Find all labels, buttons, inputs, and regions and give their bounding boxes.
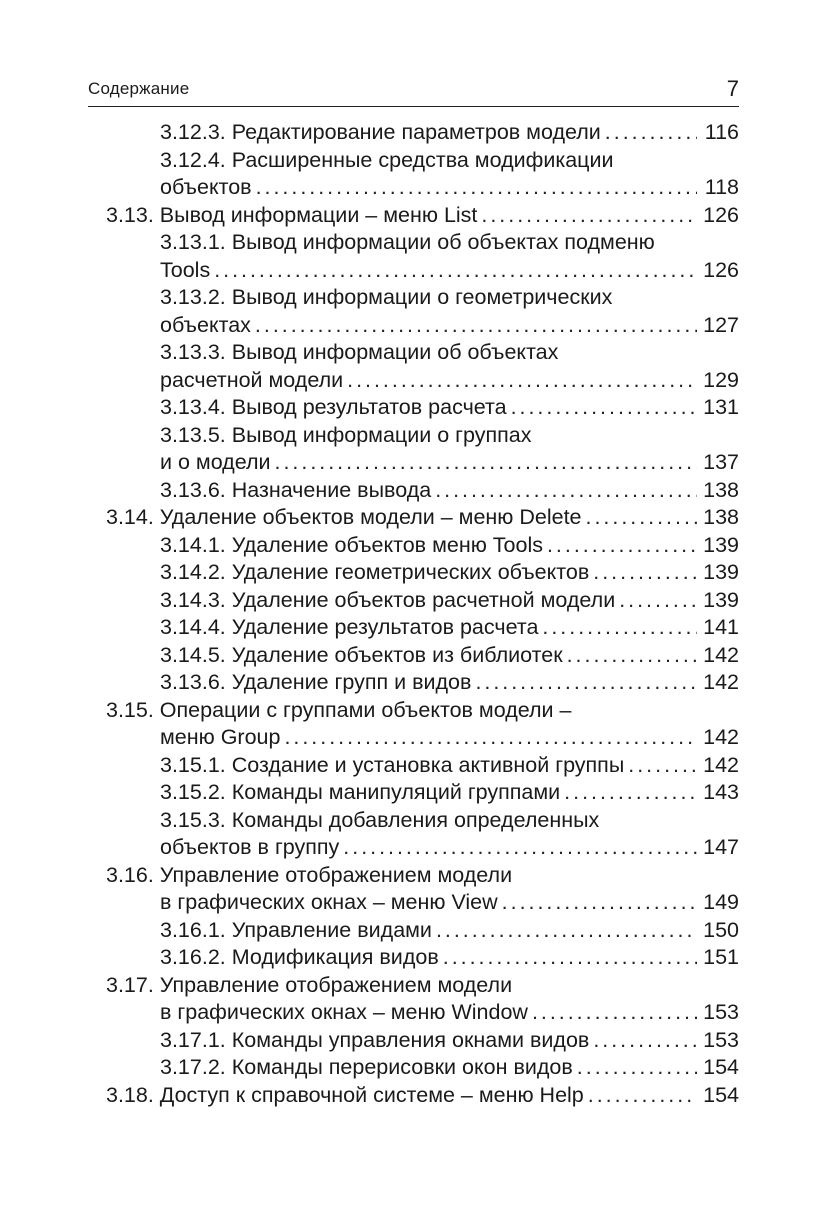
- toc-entry-page: 150: [703, 917, 739, 942]
- toc-entry[interactable]: [106, 752, 739, 780]
- toc-entry-title: 3.13.2. Вывод информации о геометрических: [160, 285, 613, 309]
- toc-entry-title: в графических окнах – меню View: [160, 890, 498, 914]
- toc-entry-page: 138: [703, 505, 739, 529]
- toc-entry[interactable]: [106, 614, 739, 642]
- toc-entry[interactable]: [106, 284, 739, 339]
- dot-leader: [343, 834, 697, 862]
- toc-entry-title: в графических окнах – меню Window: [160, 1000, 528, 1024]
- toc-entry-title: 3.14.5. Удаление объектов из библиотек: [160, 642, 563, 667]
- toc-entry[interactable]: [106, 642, 739, 670]
- toc-entry[interactable]: [106, 559, 739, 587]
- toc-entry-title: и о модели: [160, 450, 271, 474]
- dot-leader: [532, 999, 697, 1027]
- dot-leader: [567, 642, 697, 670]
- toc-entry-page: 139: [703, 587, 739, 612]
- toc-entry-title: объектов в группу: [160, 835, 340, 859]
- dot-leader: [593, 559, 697, 587]
- toc-entry-page: 142: [703, 725, 739, 749]
- toc-entry-title: 3.13. Вывод информации – меню List: [106, 202, 478, 227]
- toc-entry[interactable]: [106, 1027, 739, 1055]
- toc-entry-title: 3.16.1. Управление видами: [160, 917, 432, 942]
- toc-entry[interactable]: [106, 669, 739, 697]
- toc-entry-title: объектов: [160, 175, 252, 199]
- toc-entry[interactable]: [106, 394, 739, 422]
- toc-entry-page: 129: [703, 367, 739, 392]
- toc-entry[interactable]: [106, 1054, 739, 1082]
- toc-entry-page: 126: [703, 257, 739, 282]
- toc-entry-title: 3.14.1. Удаление объектов меню Tools: [160, 532, 543, 557]
- toc-entry-title: 3.15. Операции с группами объектов модели –: [106, 697, 572, 722]
- dot-leader: [511, 394, 697, 422]
- toc-entry[interactable]: [106, 339, 739, 394]
- dot-leader: [547, 532, 697, 560]
- toc-entry-page: 118: [704, 175, 739, 199]
- dot-leader: [588, 1082, 697, 1110]
- dot-leader: [542, 614, 697, 642]
- page-number: 7: [726, 76, 739, 101]
- toc-entry[interactable]: [106, 202, 739, 230]
- table-of-contents: [106, 119, 739, 1109]
- toc-entry-page: 153: [703, 1027, 739, 1052]
- dot-leader: [255, 312, 697, 340]
- toc-entry-title: 3.13.4. Вывод результатов расчета: [160, 395, 507, 419]
- toc-entry[interactable]: [106, 504, 739, 532]
- toc-entry-title: 3.13.6. Назначение вывода: [160, 477, 432, 502]
- toc-entry-title: меню Group: [160, 725, 281, 749]
- toc-entry[interactable]: [106, 1082, 739, 1110]
- toc-entry-title: 3.16. Управление отображением модели: [106, 862, 513, 887]
- toc-entry[interactable]: [106, 422, 739, 477]
- toc-entry[interactable]: [106, 147, 739, 202]
- toc-entry[interactable]: [106, 779, 739, 807]
- dot-leader: [275, 449, 697, 477]
- dot-leader: [619, 587, 697, 615]
- dot-leader: [436, 917, 697, 945]
- toc-entry[interactable]: [106, 119, 739, 147]
- toc-entry-title: 3.17. Управление отображением модели: [106, 972, 513, 997]
- toc-entry-page: 127: [703, 312, 739, 337]
- toc-entry-title: 3.12.4. Расширенные средства модификации: [160, 147, 614, 172]
- toc-entry-title: 3.17.2. Команды перерисовки окон видов: [160, 1055, 573, 1079]
- toc-entry-title: 3.14.2. Удаление геометрических объектов: [160, 560, 590, 584]
- dot-leader: [256, 174, 697, 202]
- toc-entry-title: 3.13.1. Вывод информации об объектах подменю: [160, 230, 655, 254]
- toc-entry-page: 141: [703, 615, 739, 639]
- toc-entry-title: 3.14.3. Удаление объектов расчетной модели: [160, 587, 616, 612]
- toc-entry-page: 131: [703, 395, 739, 419]
- toc-entry-page: 149: [703, 890, 739, 914]
- toc-entry[interactable]: [106, 972, 739, 1027]
- toc-entry-page: 142: [703, 670, 739, 694]
- dot-leader: [605, 119, 697, 147]
- toc-entry-title: 3.15.1. Создание и установка активной группы: [160, 752, 625, 777]
- toc-entry-page: 147: [703, 835, 739, 859]
- dot-leader: [347, 367, 697, 395]
- toc-entry-page: 139: [703, 532, 739, 557]
- toc-entry[interactable]: [106, 862, 739, 917]
- toc-entry-title: 3.14. Удаление объектов модели – меню Delete: [106, 505, 582, 529]
- toc-entry[interactable]: [106, 807, 739, 862]
- toc-entry[interactable]: [106, 229, 739, 284]
- toc-entry-title: 3.13.3. Вывод информации об объектах: [160, 340, 559, 364]
- dot-leader: [502, 889, 697, 917]
- toc-entry-page: 116: [704, 120, 739, 144]
- toc-entry-page: 126: [703, 202, 739, 227]
- toc-entry-page: 142: [703, 642, 739, 667]
- toc-entry[interactable]: [106, 917, 739, 945]
- toc-entry-page: 143: [703, 780, 739, 804]
- toc-entry-page: 142: [703, 752, 739, 777]
- dot-leader: [564, 779, 697, 807]
- toc-entry[interactable]: [106, 477, 739, 505]
- dot-leader: [435, 477, 697, 505]
- toc-entry[interactable]: [106, 532, 739, 560]
- toc-entry-title: 3.14.4. Удаление результатов расчета: [160, 615, 539, 639]
- dot-leader: [475, 669, 697, 697]
- toc-entry-page: 139: [703, 560, 739, 584]
- toc-entry-title: 3.17.1. Команды управления окнами видов: [160, 1027, 590, 1052]
- running-head: Содержание: [88, 79, 190, 98]
- toc-entry-title: Tools: [160, 257, 211, 282]
- dot-leader: [577, 1054, 697, 1082]
- dot-leader: [586, 504, 697, 532]
- toc-entry-page: 153: [703, 1000, 739, 1024]
- dot-leader: [214, 257, 697, 285]
- dot-leader: [284, 724, 697, 752]
- toc-entry[interactable]: [106, 944, 739, 972]
- toc-entry-page: 137: [703, 450, 739, 474]
- toc-entry-title: объектах: [160, 312, 251, 337]
- toc-entry-title: расчетной модели: [160, 367, 344, 392]
- dot-leader: [443, 944, 697, 972]
- toc-entry-title: 3.13.5. Вывод информации о группах: [160, 422, 532, 447]
- toc-entry-title: 3.13.6. Удаление групп и видов: [160, 670, 472, 694]
- toc-entry-page: 138: [703, 477, 739, 502]
- toc-entry-title: 3.15.2. Команды манипуляций группами: [160, 780, 561, 804]
- dot-leader: [628, 752, 697, 780]
- toc-entry-page: 151: [703, 945, 739, 969]
- page-header: [88, 72, 739, 107]
- toc-entry-page: 154: [703, 1055, 739, 1079]
- toc-entry[interactable]: [106, 587, 739, 615]
- toc-entry-title: 3.12.3. Редактирование параметров модели: [160, 120, 601, 144]
- toc-entry-title: 3.18. Доступ к справочной системе – меню Help: [106, 1082, 584, 1107]
- toc-entry-title: 3.16.2. Модификация видов: [160, 945, 439, 969]
- dot-leader: [593, 1027, 697, 1055]
- toc-entry-title: 3.15.3. Команды добавления определенных: [160, 807, 600, 832]
- toc-entry-page: 154: [703, 1082, 739, 1107]
- toc-entry[interactable]: [106, 697, 739, 752]
- dot-leader: [481, 202, 697, 230]
